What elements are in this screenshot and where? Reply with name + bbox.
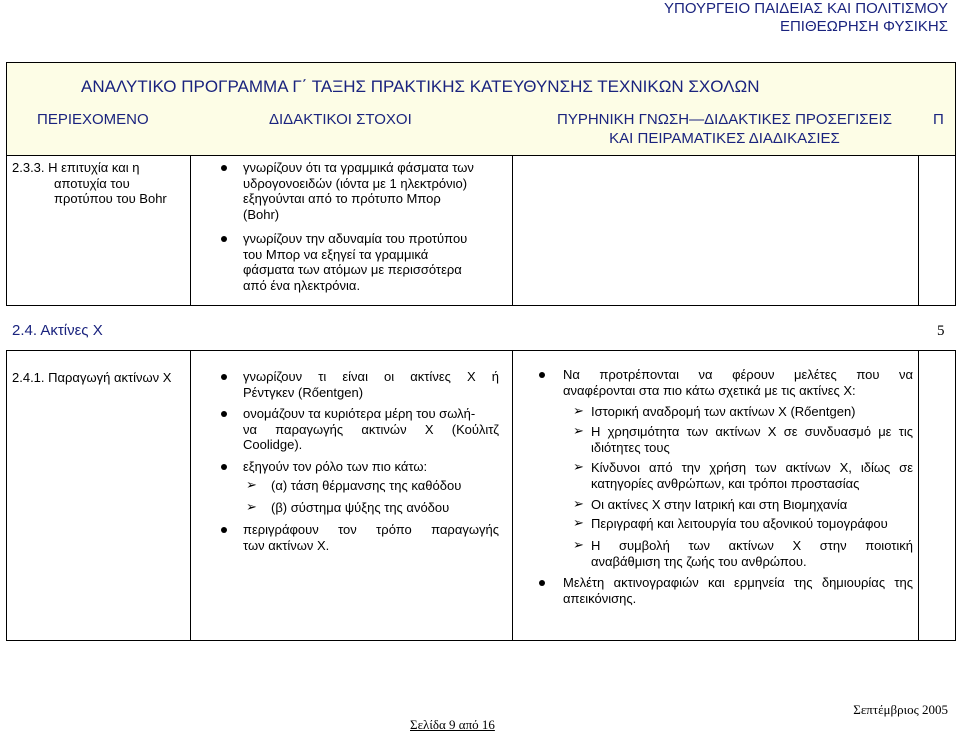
footer-date: Σεπτέμβριος 2005 [853, 702, 948, 717]
col-divider [955, 350, 956, 640]
objective-item: γνωρίζουν ότι τα γραμμικά φάσματα των υδρογονοειδών (ιόντα με 1 ηλεκτρόνιο) εξηγούνται από το πρότυπο Μπορ (Bohr) [243, 160, 474, 222]
col-divider [512, 350, 513, 640]
col-header-core-2: ΚΑΙ ΠΕΙΡΑΜΑΤΙΚΕΣ ΔΙΑΔΙΚΑΣΙΕΣ [609, 130, 840, 147]
col-divider [6, 155, 7, 305]
arrow-bullet-icon: ➢ [246, 499, 257, 514]
objective-item: γνωρίζουν τι είναι οι ακτίνες Χ ή Ρέντγκεν (Rőentgen) [243, 369, 499, 400]
inspectorate-name: ΕΠΙΘΕΩΡΗΣΗ ΦΥΣΙΚΗΣ [779, 18, 948, 35]
document-title: ΑΝΑΛΥΤΙΚΟ ΠΡΟΓΡΑΜΜΑ Γ΄ ΤΑΞΗΣ ΠΡΑΚΤΙΚΗΣ ΚΑΤΕΥΘΥΝΣΗΣ ΤΕΧΝΙΚΩΝ ΣΧΟΛΩΝ [81, 77, 760, 96]
section-2-4-1: 2.4.1. Παραγωγή ακτίνων Χ [12, 370, 172, 385]
objective-item: εξηγούν τον ρόλο των πιο κάτω: [243, 459, 428, 474]
sub-item: Περιγραφή και λειτουργία του αξονικού τομογράφου [591, 516, 888, 531]
arrow-bullet-icon: ➢ [573, 537, 584, 552]
bullet [221, 527, 227, 533]
row-divider [6, 155, 956, 156]
objective-item: περιγράφουν τον τρόπο παραγωγής των ακτίνων Χ. [243, 522, 499, 553]
row-divider [6, 350, 956, 351]
col-divider [955, 155, 956, 305]
sub-item: Κίνδυνοι από την χρήση των ακτίνων Χ, ιδίως σε κατηγορίες ανθρώπων, και τρόποι προστασίας [591, 460, 913, 491]
row-divider [6, 305, 956, 306]
section-heading: 2.4. Ακτίνες Χ [12, 322, 103, 339]
arrow-bullet-icon: ➢ [573, 496, 584, 511]
arrow-bullet-icon: ➢ [573, 515, 584, 530]
bullet [539, 372, 545, 378]
sub-item: Η χρησιμότητα των ακτίνων Χ σε συνδυασμό με τις ιδιότητες τους [591, 424, 913, 455]
arrow-bullet-icon: ➢ [246, 477, 257, 492]
arrow-bullet-icon: ➢ [573, 423, 584, 438]
col-header-content: ΠΕΡΙΕΧΟΜΕΝΟ [37, 111, 149, 128]
bullet [221, 411, 227, 417]
objective-item: γνωρίζουν την αδυναμία του προτύπου του Μπορ να εξηγεί τα γραμμικά φάσματα των ατόμων με περισσότερα από ένα ηλεκτρόνια. [243, 231, 468, 293]
objective-item: ονομάζουν τα κυριότερα μέρη του σωλή- να παραγωγής ακτινών Χ (Κούλιτζ Coolidge). [243, 406, 499, 452]
bullet [539, 580, 545, 586]
page-number: Σελίδα 9 από 16 [410, 717, 495, 732]
col-divider [190, 350, 191, 640]
col-divider [918, 155, 919, 305]
core-item: Μελέτη ακτινογραφιών και ερμηνεία της δημιουρίας της απεικόνισης. [563, 575, 913, 606]
bullet [221, 236, 227, 242]
sub-item: Ιστορική αναδρομή των ακτίνων Χ (Rőentgen) [591, 404, 856, 419]
bullet [221, 374, 227, 380]
ministry-name: ΥΠΟΥΡΓΕΙΟ ΠΑΙΔΕΙΑΣ ΚΑΙ ΠΟΛΙΤΙΣΜΟΥ [664, 0, 948, 17]
section-2-3-3: 2.3.3. Η επιτυχία και η αποτυχία του προτύπου του Bohr [12, 160, 167, 206]
col-header-objectives: ΔΙΔΑΚΤΙΚΟΙ ΣΤΟΧΟΙ [269, 111, 412, 128]
bullet [221, 464, 227, 470]
sub-item: (β) σύστημα ψύξης της ανόδου [271, 500, 450, 515]
periods-count: 5 [937, 323, 945, 339]
row-divider [6, 640, 956, 641]
col-divider [918, 350, 919, 640]
col-divider [512, 155, 513, 305]
sub-item: (α) τάση θέρμανσης της καθόδου [271, 478, 462, 493]
core-item: Να προτρέπονται να φέρουν μελέτες που να αναφέρονται στα πιο κάτω σχετικά με τις ακτίνες Χ: [563, 367, 913, 398]
title-band [6, 62, 956, 156]
col-divider [6, 350, 7, 640]
col-divider [190, 155, 191, 305]
bullet [221, 165, 227, 171]
arrow-bullet-icon: ➢ [573, 459, 584, 474]
sub-item: Η συμβολή των ακτίνων Χ στην ποιοτική αναβάθμιση της ζωής του ανθρώπου. [591, 538, 913, 569]
arrow-bullet-icon: ➢ [573, 403, 584, 418]
col-header-core-1: ΠΥΡΗΝΙΚΗ ΓΝΩΣΗ—ΔΙΔΑΚΤΙΚΕΣ ΠΡΟΣΕΓΙΣΕΙΣ [556, 111, 893, 128]
sub-item: Οι ακτίνες Χ στην Ιατρική και στη Βιομηχανία [591, 497, 848, 512]
col-header-periods: Π [933, 111, 944, 128]
